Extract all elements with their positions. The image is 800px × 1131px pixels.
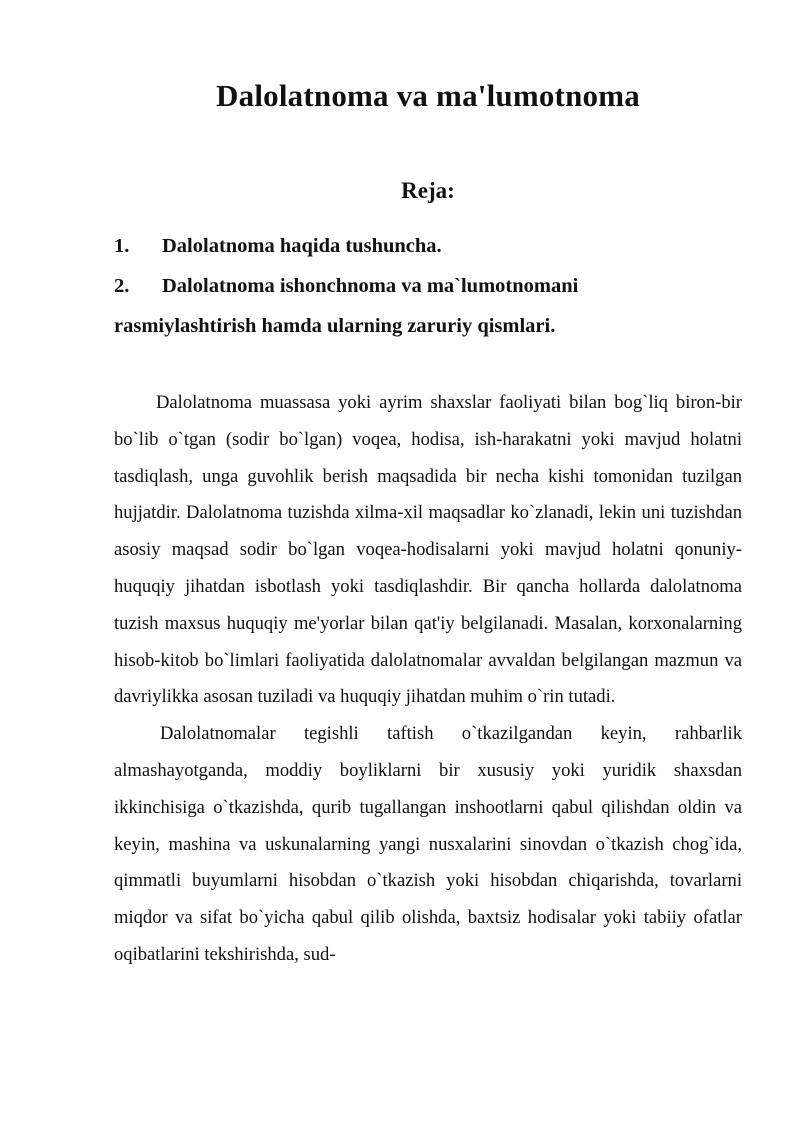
document-title: Dalolatnoma va ma'lumotnoma <box>216 78 640 113</box>
plan-item <box>114 266 744 306</box>
plan-heading: Reja: <box>401 178 455 203</box>
body-paragraph: Dalolatnoma muassasa yoki ayrim shaxslar faoliyati bilan bog`liq biron-bir bo`lib o`tgan (sodir bo`lgan) voqea, hodisa, ish-harakatni yoki mavjud holatni tasdiqlash, unga guvohlik berish maqsadida bir necha kishi tomonidan tuzilgan hujjatdir. Dalolatnoma tuzishda xilma-xil maqsadlar ko`zlanadi, lekin uni tuzishdan asosiy maqsad sodir bo`lgan voqea-hodisalarni yoki mavjud holatni qonuniy-huquqiy jihatdan isbotlash yoki tasdiqlashdir. Bir qancha hollarda dalolatnoma tuzish maxsus huquqiy me'yorlar bilan qat'iy belgilanadi. Masalan, korxonalarning hisob-kitob bo`limlari faoliyatida dalolatnomalar avvaldan belgilangan mazmun va davriylikka asosan tuziladi va huquqiy jihatdan muhim o`rin tutadi. <box>114 392 742 708</box>
plan-item <box>114 226 744 266</box>
body-text <box>114 385 742 974</box>
plan-item-text: Dalolatnoma haqida tushuncha. <box>162 235 442 257</box>
plan-list <box>114 226 744 346</box>
body-paragraph: Dalolatnomalar tegishli taftish o`tkazilgandan keyin, rahbarlik almashayotganda, moddiy boyliklarni bir xususiy yoki yuridik shaxsdan ikkinchisiga o`tkazishda, qurib tugallangan inshootlarni qabul qilishdan oldin va keyin, mashina va uskunalarning yangi nusxalarini sinovdan o`tkazish chog`ida, qimmatli buyumlarni hisobdan o`tkazish yoki hisobdan chiqarishda, tovarlarni miqdor va sifat bo`yicha qabul qilib olishda, baxtsiz hodisalar yoki tabiiy ofatlar oqibatlarini tekshirishda, sud- <box>114 723 742 965</box>
plan-item-continuation: rasmiylashtirish hamda ularning zaruriy qismlari. <box>114 315 556 337</box>
plan-item-number: 1. <box>114 235 130 257</box>
plan-item-number: 2. <box>114 275 130 297</box>
plan-item-text: Dalolatnoma ishonchnoma va ma`lumotnomani <box>162 275 579 297</box>
